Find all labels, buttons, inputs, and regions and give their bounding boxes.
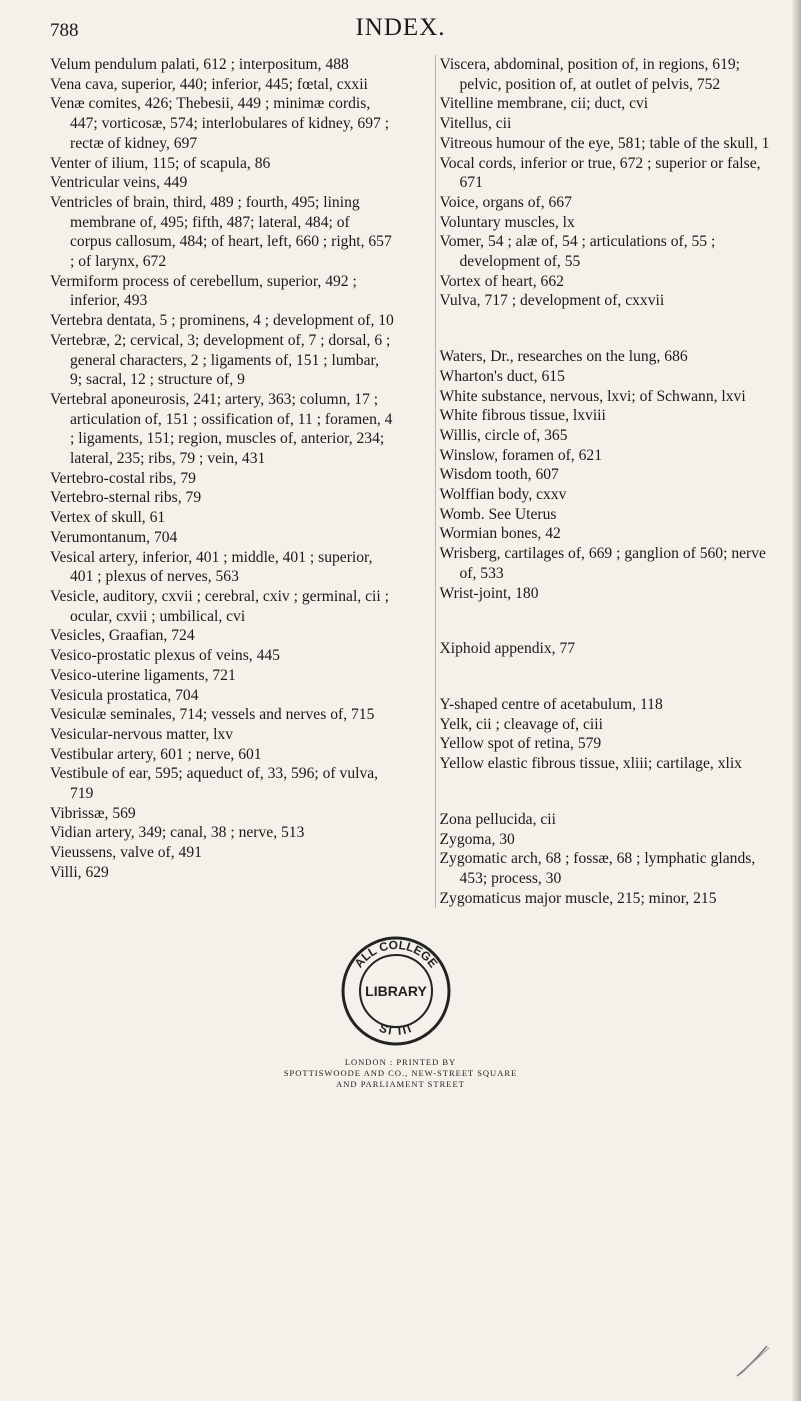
index-entry: Vibrissæ, 569 (50, 804, 136, 822)
index-group-v (440, 55, 781, 311)
index-entry: Vesicles, Graafian, 724 (50, 627, 195, 645)
group-spacer (440, 774, 781, 810)
index-entry: Zygomatic arch, 68 ; fossæ, 68 ; lymphatic glands, 453; process, 30 (439, 850, 756, 887)
index-entry: Vitelline membrane, cii; duct, cvi (439, 95, 649, 113)
index-entry: Verumontanum, 704 (50, 528, 178, 546)
index-entry: Zygoma, 30 (439, 830, 515, 848)
index-entry: Xiphoid appendix, 77 (439, 640, 576, 658)
index-entry: Vulva, 717 ; development of, cxxvii (439, 292, 665, 310)
index-entry: Venter of ilium, 115; of scapula, 86 (50, 154, 271, 172)
library-stamp (340, 935, 452, 1047)
index-entry: Vertex of skull, 61 (50, 509, 166, 527)
index-entry: White substance, nervous, lxvi; of Schwann, lxvi (439, 387, 746, 405)
index-group-y (440, 695, 781, 774)
running-head: INDEX. (355, 14, 446, 41)
index-entry: Vertebra dentata, 5 ; prominens, 4 ; development of, 10 (50, 312, 394, 330)
stamp-top-text: ALL COLLEGE (351, 937, 441, 971)
index-entry: Wolffian body, cxxv (439, 486, 567, 504)
index-entry: Vestibule of ear, 595; aqueduct of, 33, 596; of vulva, 719 (50, 765, 379, 803)
index-entry: Yellow spot of retina, 579 (439, 735, 602, 753)
index-columns (50, 55, 780, 908)
index-entry: Wrist-joint, 180 (439, 584, 539, 602)
page-number: 788 (50, 20, 79, 41)
printer-imprint (0, 1057, 801, 1090)
index-entry: Vermiform process of cerebellum, superior, 492 ; inferior, 493 (50, 272, 357, 310)
svg-text:ST TIT (377, 1020, 415, 1038)
index-entry: Vesico-uterine ligaments, 721 (50, 666, 236, 684)
index-entry: Venæ comites, 426; Thebesii, 449 ; minimæ cordis, 447; vorticosæ, 574; interlobulares of kidney, 697 ; rectæ of kidney, 697 (50, 95, 390, 152)
index-entry: Y-shaped centre of acetabulum, 118 (439, 695, 663, 713)
index-entry: Voluntary muscles, lx (439, 213, 575, 231)
imprint-line-1: LONDON : PRINTED BY (344, 1057, 457, 1067)
index-entry: Vertebro-sternal ribs, 79 (50, 489, 202, 507)
index-entry: Vertebral aponeurosis, 241; artery, 363; column, 17 ; articulation of, 151 ; ossification of, 11 ; foramen, 4 ; ligaments, 151; region, muscles of, anterior, 234; lateral, 235; ribs, 79 ; vein, 431 (50, 390, 393, 468)
index-entry: Vesico-prostatic plexus of veins, 445 (50, 647, 280, 665)
index-group-w (440, 347, 781, 603)
index-entry: Wrisberg, cartilages of, 669 ; ganglion of 560; nerve of, 533 (439, 545, 766, 582)
index-entry: Vocal cords, inferior or true, 672 ; superior or false, 671 (439, 154, 761, 192)
index-entry: Vieussens, valve of, 491 (50, 844, 202, 862)
index-entry: Vesicle, auditory, cxvii ; cerebral, cxiv ; germinal, cii ; ocular, cxvii ; umbilical, cvi (50, 587, 389, 625)
index-entry: Vena cava, superior, 440; inferior, 445; fœtal, cxxii (50, 75, 368, 93)
page-edge-shadow (791, 0, 801, 1401)
index-entry: Yellow elastic fibrous tissue, xliii; cartilage, xlix (439, 755, 742, 773)
imprint-line-2: SPOTTISWOODE AND CO., NEW-STREET SQUARE (283, 1068, 518, 1078)
index-entry: Viscera, abdominal, position of, in regions, 619; pelvic, position of, at outlet of pelvis, 752 (439, 56, 740, 93)
index-entry: Vesicula prostatica, 704 (50, 686, 199, 704)
index-entry: Vitreous humour of the eye, 581; table of the skull, 1 (439, 134, 770, 152)
index-entry: Ventricular veins, 449 (50, 174, 188, 192)
index-entry: Villi, 629 (50, 863, 109, 881)
index-entry: Vesiculæ seminales, 714; vessels and nerves of, 715 (50, 706, 375, 724)
pencil-mark (733, 1340, 773, 1380)
index-entry: Vestibular artery, 601 ; nerve, 601 (50, 745, 262, 763)
index-entry: Womb. See Uterus (439, 505, 557, 523)
index-entry: Vesicular-nervous matter, lxv (50, 725, 234, 743)
index-entry: Wormian bones, 42 (439, 525, 561, 543)
index-entry: Vidian artery, 349; canal, 38 ; nerve, 513 (50, 824, 305, 842)
index-entry: Ventricles of brain, third, 489 ; fourth, 495; lining membrane of, 495; fifth, 487; lateral, 484; of corpus callosum, 484; of heart, left, 660 ; right, 657 ; of larynx, 672 (50, 193, 392, 271)
index-entry: Wisdom tooth, 607 (439, 466, 559, 484)
index-entry: Vortex of heart, 662 (439, 272, 564, 290)
index-entry: Winslow, foramen of, 621 (439, 446, 602, 464)
group-spacer (440, 603, 781, 639)
group-spacer (440, 311, 781, 347)
index-entry: Vertebræ, 2; cervical, 3; development of, 7 ; dorsal, 6 ; general characters, 2 ; ligaments of, 151 ; lumbar, 9; sacral, 12 ; structure of, 9 (50, 331, 391, 389)
index-entry: Voice, organs of, 667 (439, 193, 572, 211)
stamp-bottom-text: ST TIT (377, 1020, 415, 1039)
index-entry: Vertebro-costal ribs, 79 (50, 469, 196, 487)
index-entry: White fibrous tissue, lxviii (439, 407, 606, 425)
index-entry: Willis, circle of, 365 (439, 426, 568, 444)
right-column (435, 55, 781, 908)
left-column (50, 55, 395, 908)
index-entry: Zona pellucida, cii (439, 810, 556, 828)
imprint-line-3: AND PARLIAMENT STREET (336, 1079, 465, 1089)
index-entry: Vesical artery, inferior, 401 ; middle, 401 ; superior, 401 ; plexus of nerves, 563 (50, 548, 373, 586)
index-entry: Zygomaticus major muscle, 215; minor, 215 (439, 889, 717, 907)
group-spacer (440, 659, 781, 695)
stamp-center-text: LIBRARY (365, 983, 427, 999)
index-entry: Wharton's duct, 615 (439, 367, 565, 385)
index-entry: Vomer, 54 ; alæ of, 54 ; articulations of, 55 ; development of, 55 (439, 233, 716, 271)
index-group-x (440, 639, 781, 659)
index-entry: Velum pendulum palati, 612 ; interpositum, 488 (50, 56, 349, 73)
index-entry: Yelk, cii ; cleavage of, ciii (439, 715, 603, 733)
index-group-z (440, 810, 781, 909)
index-entry: Waters, Dr., researches on the lung, 686 (439, 348, 688, 366)
index-entry: Vitellus, cii (439, 115, 512, 133)
